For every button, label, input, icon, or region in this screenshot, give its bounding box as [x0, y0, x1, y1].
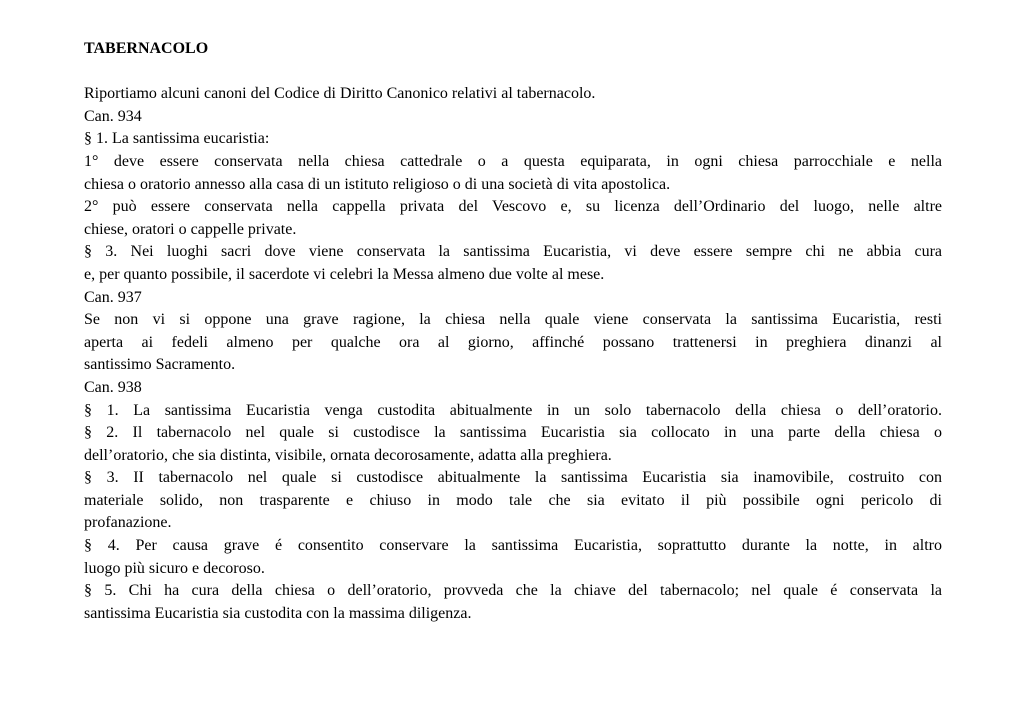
text-line: § 3. Nei luoghi sacri dove viene conservata la santissima Eucaristia, vi deve essere sempre chi ne abbia cura — [84, 243, 942, 261]
text-line: chiese, oratori o cappelle private. — [84, 220, 297, 238]
text-line: Can. 938 — [84, 378, 142, 396]
text-line: § 1. La santissima eucaristia: — [84, 130, 270, 148]
text-line: chiesa o oratorio annesso alla casa di un istituto religioso o di una società di vita apostolica. — [84, 175, 671, 193]
intro-line: Riportiamo alcuni canoni del Codice di Diritto Canonico relativi al tabernacolo. — [84, 85, 596, 103]
text-line: § 3. II tabernacolo nel quale si custodisce abitualmente la santissima Eucaristia sia inamovibile, costruito con — [84, 469, 942, 487]
canon-text-block — [84, 106, 942, 626]
text-line: § 1. La santissima Eucaristia venga custodita abitualmente in un solo tabernacolo della chiesa o dell’oratorio. — [84, 401, 942, 419]
text-line: profanazione. — [84, 514, 172, 532]
text-line: Can. 934 — [84, 107, 142, 125]
text-line: Can. 937 — [84, 288, 142, 306]
text-line: 1° deve essere conservata nella chiesa cattedrale o a questa equiparata, in ogni chiesa parrocchiale e nella — [84, 152, 942, 170]
text-line: § 5. Chi ha cura della chiesa o dell’oratorio, provveda che la chiave del tabernacolo; nel quale é conservata la — [84, 582, 942, 600]
text-line: materiale solido, non trasparente e chiuso in modo tale che sia evitato il più possibile ogni pericolo di — [84, 491, 942, 509]
text-line: luogo più sicuro e decoroso. — [84, 559, 265, 577]
document-title: TABERNACOLO — [84, 40, 209, 57]
text-line: 2° può essere conservata nella cappella privata del Vescovo e, su licenza dell’Ordinario del luogo, nelle altre — [84, 198, 942, 216]
text-line: § 2. Il tabernacolo nel quale si custodisce la santissima Eucaristia sia collocato in una parte della chiesa o — [84, 424, 942, 442]
text-line: e, per quanto possibile, il sacerdote vi celebri la Messa almeno due volte al mese. — [84, 265, 605, 283]
blank-line — [84, 61, 942, 84]
text-line: aperta ai fedeli almeno per qualche ora al giorno, affinché possano trattenersi in preghiera dinanzi al — [84, 333, 942, 351]
text-line: santissima Eucaristia sia custodita con la massima diligenza. — [84, 604, 472, 622]
document-page — [84, 38, 942, 625]
text-line: dell’oratorio, che sia distinta, visibile, ornata decorosamente, adatta alla preghiera. — [84, 446, 612, 464]
text-line: § 4. Per causa grave é consentito conservare la santissima Eucaristia, soprattutto durante la notte, in altro — [84, 537, 942, 555]
text-line: Se non vi si oppone una grave ragione, la chiesa nella quale viene conservata la santissima Eucaristia, resti — [84, 311, 942, 329]
text-line: santissimo Sacramento. — [84, 356, 236, 374]
